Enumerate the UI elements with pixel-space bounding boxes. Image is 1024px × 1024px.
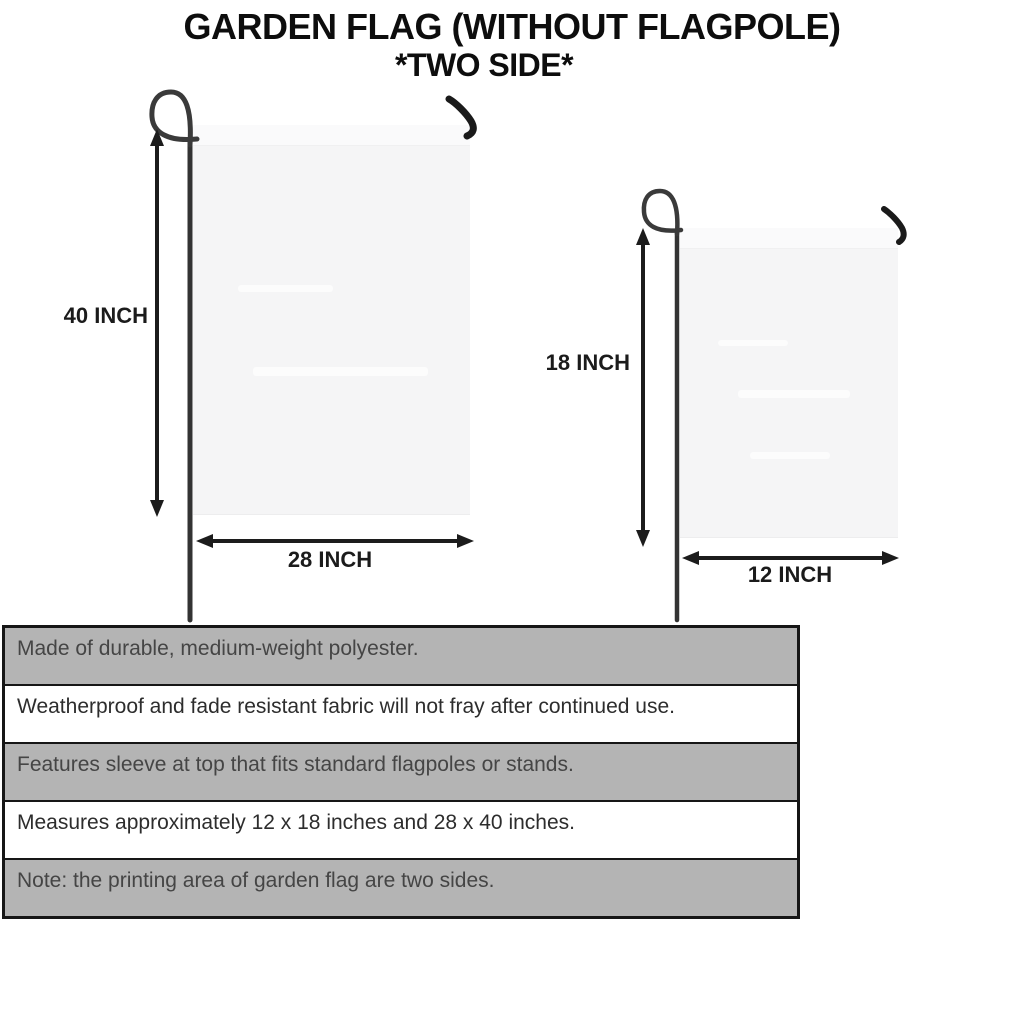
small-flag-pole-loop-icon bbox=[644, 191, 681, 234]
small-flag-print-ghost bbox=[738, 390, 850, 398]
spec-table bbox=[2, 625, 800, 919]
small-flag-height-label: 18 INCH bbox=[545, 350, 630, 375]
spec-row-text: Weatherproof and fade resistant fabric will not fray after continued use. bbox=[17, 695, 675, 718]
spec-row bbox=[5, 628, 797, 684]
spec-row-text: Note: the printing area of garden flag are two sides. bbox=[17, 869, 495, 892]
small-flag-width-label: 12 INCH bbox=[747, 562, 833, 587]
large-flag-width-arrow bbox=[196, 534, 474, 548]
large-flag-height-label: 40 INCH bbox=[63, 303, 148, 328]
page-subtitle: *TWO SIDE* bbox=[394, 47, 574, 84]
small-flag-print-ghost bbox=[750, 452, 830, 459]
large-flag-width-label: 28 INCH bbox=[287, 547, 373, 572]
large-flag-pole-loop-icon bbox=[152, 92, 197, 145]
small-flag-fabric bbox=[680, 228, 898, 538]
spec-row bbox=[5, 684, 797, 742]
large-flag-height-arrow bbox=[150, 129, 164, 517]
spec-row bbox=[5, 800, 797, 858]
spec-row-text: Features sleeve at top that fits standard flagpoles or stands. bbox=[17, 753, 574, 776]
large-flag-print-ghost bbox=[238, 285, 333, 292]
spec-row-text: Made of durable, medium-weight polyester. bbox=[17, 637, 419, 660]
large-flag-print-ghost bbox=[253, 367, 428, 376]
small-flag-sleeve bbox=[680, 228, 898, 249]
title-block bbox=[0, 6, 1024, 84]
large-flag-sleeve bbox=[193, 125, 470, 146]
spec-row-text: Measures approximately 12 x 18 inches and 28 x 40 inches. bbox=[17, 811, 575, 834]
spec-row bbox=[5, 742, 797, 800]
small-flag-height-arrow bbox=[636, 228, 650, 547]
spec-row bbox=[5, 858, 797, 916]
page-title: GARDEN FLAG (WITHOUT FLAGPOLE) bbox=[183, 6, 841, 47]
large-flag-fabric bbox=[193, 125, 470, 515]
small-flag-print-ghost bbox=[718, 340, 788, 346]
